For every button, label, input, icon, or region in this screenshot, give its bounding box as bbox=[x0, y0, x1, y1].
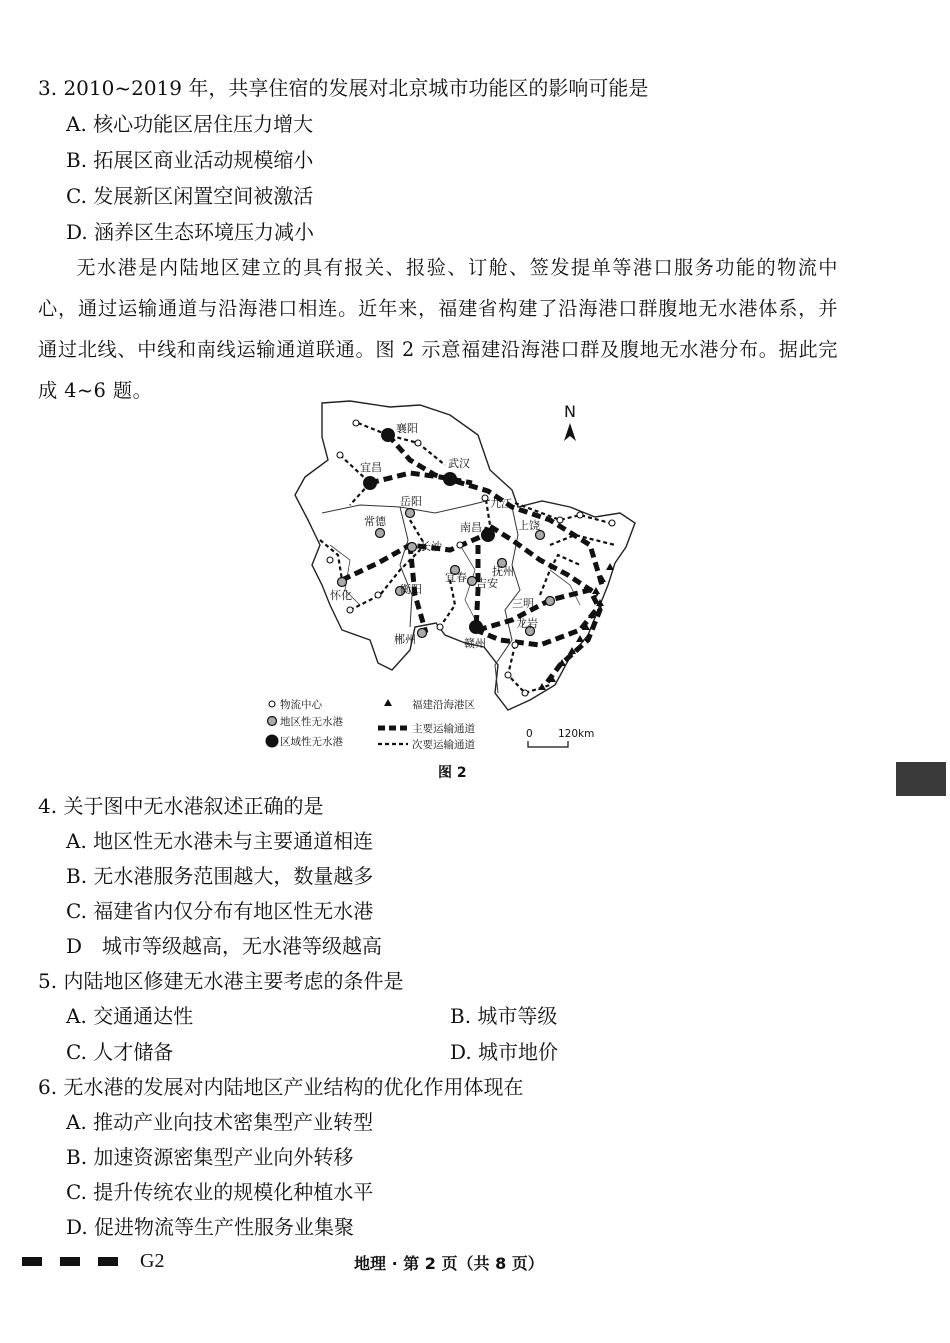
scale-label: 120km bbox=[558, 728, 595, 740]
logistics-center bbox=[415, 440, 421, 446]
city-label-yichang: 宜昌 bbox=[360, 461, 382, 474]
regional-port-sanming bbox=[546, 597, 555, 606]
city-label-yueyang: 岳阳 bbox=[400, 495, 422, 508]
logistics-center bbox=[557, 517, 563, 523]
scale-zero: 0 bbox=[526, 728, 533, 740]
north-arrow-icon bbox=[564, 423, 576, 441]
logistics-center bbox=[522, 690, 528, 696]
north-arrow bbox=[564, 402, 576, 441]
city-label-nanchang: 南昌 bbox=[460, 521, 482, 534]
logistics-center bbox=[327, 557, 333, 563]
q4-option-c: C. 福建省内仅分布有地区性无水港 bbox=[66, 899, 374, 923]
footer-code: G2 bbox=[140, 1250, 165, 1272]
city-label-hengyang: 衡阳 bbox=[400, 583, 422, 596]
q4-option-a: A. 地区性无水港未与主要通道相连 bbox=[66, 829, 374, 853]
logistics-center bbox=[482, 495, 488, 501]
legend-regional-label: 地区性无水港 bbox=[280, 716, 343, 728]
legend-coastal-label: 福建沿海港区 bbox=[412, 699, 475, 711]
logistics-center bbox=[347, 607, 353, 613]
footer-mark-1 bbox=[22, 1257, 42, 1266]
area-port-ganzhou bbox=[469, 620, 483, 634]
coastal-port bbox=[592, 587, 600, 594]
logistics-center bbox=[609, 520, 615, 526]
secondary-route-8 bbox=[508, 645, 550, 693]
logistics-center bbox=[505, 672, 511, 678]
region-outline bbox=[295, 401, 635, 710]
city-label-changde: 常德 bbox=[364, 515, 386, 528]
q3-option-d: D. 涵养区生态环境压力减小 bbox=[66, 220, 315, 244]
regional-port-huaihua bbox=[338, 578, 347, 587]
logistics-center bbox=[577, 512, 583, 518]
q5-option-c: C. 人才储备 bbox=[66, 1040, 174, 1064]
logistics-center bbox=[457, 542, 463, 548]
legend-coastal-icon bbox=[384, 699, 392, 706]
city-label-wuhan: 武汉 bbox=[448, 457, 470, 470]
logistics-center bbox=[353, 420, 359, 426]
q3-stem: 3. 2010~2019 年，共享住宿的发展对北京城市功能区的影响可能是 bbox=[38, 76, 649, 100]
material-paragraph bbox=[38, 247, 838, 411]
footer-page-number: 地理 · 第 2 页（共 8 页） bbox=[354, 1254, 544, 1273]
q6-option-a: A. 推动产业向技术密集型产业转型 bbox=[66, 1110, 374, 1134]
q4-option-b: B. 无水港服务范围越大，数量越多 bbox=[66, 864, 374, 888]
area-port-xiangyang bbox=[381, 428, 395, 442]
secondary-route-7 bbox=[540, 555, 580, 595]
regional-port-changsha bbox=[408, 543, 417, 552]
city-label-fuzhou: 抚州 bbox=[492, 565, 514, 578]
coastal-port bbox=[576, 635, 584, 642]
logistics-center bbox=[437, 624, 443, 630]
q4-stem: 4. 关于图中无水港叙述正确的是 bbox=[38, 794, 324, 818]
area-port-yichang bbox=[363, 476, 377, 490]
city-label-ganzhou: 赣州 bbox=[464, 637, 486, 650]
legend-secondary-route-label: 次要运输通道 bbox=[412, 739, 475, 751]
q3-option-b: B. 拓展区商业活动规模缩小 bbox=[66, 148, 314, 172]
regional-port-chenzhou bbox=[418, 629, 427, 638]
city-label-changsha: 长沙 bbox=[420, 540, 442, 553]
q5-stem: 5. 内陆地区修建无水港主要考虑的条件是 bbox=[38, 969, 404, 993]
regional-port-changde bbox=[376, 529, 385, 538]
figure-caption: 图 2 bbox=[438, 765, 467, 781]
legend-logistics-icon bbox=[269, 701, 275, 707]
fujian-port-map bbox=[250, 395, 690, 760]
legend-area-icon bbox=[266, 735, 279, 748]
city-label-huaihua: 怀化 bbox=[330, 589, 352, 602]
area-port-nanchang bbox=[481, 528, 495, 542]
city-label-jian: 吉安 bbox=[476, 577, 498, 590]
city-label-xiangyang: 襄阳 bbox=[396, 422, 418, 435]
q6-option-d: D. 促进物流等生产性服务业集聚 bbox=[66, 1215, 355, 1239]
q5-option-d: D. 城市地价 bbox=[450, 1040, 559, 1064]
city-label-shangrao: 上饶 bbox=[518, 519, 540, 532]
q6-option-b: B. 加速资源密集型产业向外转移 bbox=[66, 1145, 354, 1169]
q3-option-a: A. 核心功能区居住压力增大 bbox=[66, 112, 314, 136]
legend-logistics-label: 物流中心 bbox=[280, 699, 322, 711]
q6-stem: 6. 无水港的发展对内陆地区产业结构的优化作用体现在 bbox=[38, 1075, 524, 1099]
q3-option-c: C. 发展新区闲置空间被激活 bbox=[66, 184, 314, 208]
footer-mark-2 bbox=[60, 1257, 80, 1266]
logistics-center bbox=[512, 642, 518, 648]
area-port-wuhan bbox=[443, 472, 457, 486]
legend-area-label: 区域性无水港 bbox=[280, 736, 343, 748]
regional-port-yueyang bbox=[406, 509, 415, 518]
footer-mark-3 bbox=[98, 1257, 118, 1266]
q5-option-a: A. 交通通达性 bbox=[66, 1004, 194, 1028]
city-label-sanming: 三明 bbox=[512, 597, 534, 610]
secondary-route-6 bbox=[440, 580, 455, 627]
side-tab-mark bbox=[896, 762, 946, 796]
legend-regional-icon bbox=[268, 717, 277, 726]
city-label-yichun: 宜春 bbox=[445, 571, 467, 584]
legend-main-route-label: 主要运输通道 bbox=[412, 723, 475, 735]
material-text: 无水港是内陆地区建立的具有报关、报验、订舱、签发提单等港口服务功能的物流中心，通过运输通道与沿海港口相连。近年来，福建省构建了沿海港口群腹地无水港体系，并通过北线、中线和南线运输通道联通。图 2 示意福建沿海港口群及腹地无水港分布。据此完成 4~6 题。 bbox=[38, 256, 838, 402]
logistics-center bbox=[375, 592, 381, 598]
north-label: N bbox=[564, 402, 576, 421]
legend bbox=[266, 698, 595, 751]
city-label-jiujiang: 九江 bbox=[490, 497, 512, 510]
logistics-center bbox=[337, 452, 343, 458]
city-label-longyan: 龙岩 bbox=[516, 617, 538, 630]
q5-option-b: B. 城市等级 bbox=[450, 1004, 558, 1028]
q6-option-c: C. 提升传统农业的规模化种植水平 bbox=[66, 1180, 374, 1204]
coastal-port bbox=[538, 683, 546, 690]
city-label-chenzhou: 郴州 bbox=[394, 633, 416, 646]
q4-option-d: D 城市等级越高，无水港等级越高 bbox=[66, 934, 383, 958]
coastal-port bbox=[606, 563, 614, 570]
scale-bar bbox=[528, 741, 568, 747]
